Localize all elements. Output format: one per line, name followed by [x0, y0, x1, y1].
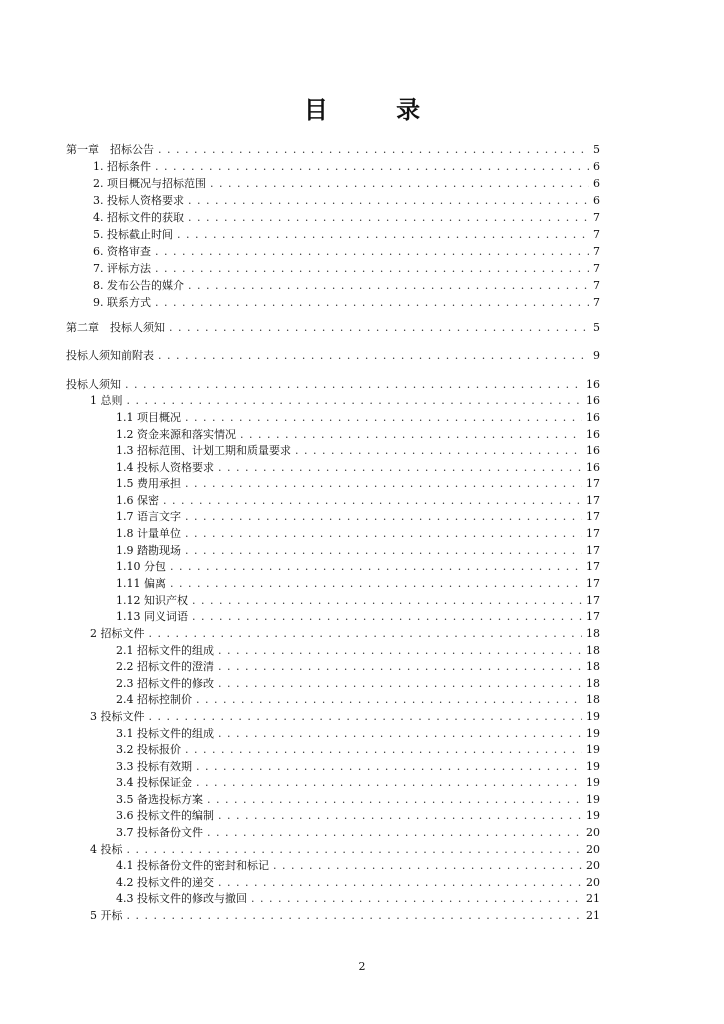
page-title: 目 录 — [303, 95, 451, 124]
toc-entry-label: 4. 招标文件的获取 — [93, 211, 184, 224]
toc-entry[interactable] — [116, 576, 600, 592]
toc-dot-leader — [158, 348, 589, 364]
toc-entry-page-number: 17 — [586, 544, 600, 557]
toc-entry-label: 3.3 投标有效期 — [116, 760, 192, 773]
toc-entry[interactable] — [66, 142, 600, 158]
toc-entry-label: 1.9 踏勘现场 — [116, 544, 181, 557]
toc-entry-label: 1.10 分包 — [116, 560, 166, 573]
toc-entry-label: 3. 投标人资格要求 — [93, 194, 184, 207]
toc-entry-page-number: 9 — [593, 349, 600, 362]
toc-entry[interactable] — [90, 393, 600, 409]
toc-entry-page-number: 7 — [593, 262, 600, 275]
toc-entry-page-number: 18 — [586, 627, 600, 640]
toc-entry-page-number: 19 — [586, 710, 600, 723]
toc-entry-label: 1.13 同义词语 — [116, 610, 188, 623]
toc-entry[interactable] — [93, 244, 600, 260]
toc-entry-page-number: 19 — [586, 760, 600, 773]
toc-dot-leader — [163, 493, 582, 509]
toc-entry-page-number: 17 — [586, 494, 600, 507]
toc-entry-page-number: 7 — [593, 279, 600, 292]
toc-entry[interactable] — [116, 742, 600, 758]
toc-entry-page-number: 21 — [586, 909, 600, 922]
toc-entry-page-number: 6 — [593, 194, 600, 207]
toc-entry[interactable] — [93, 193, 600, 209]
toc-dot-leader — [169, 320, 589, 336]
toc-entry-page-number: 20 — [586, 859, 600, 872]
toc-entry[interactable] — [116, 526, 600, 542]
toc-entry-page-number: 19 — [586, 793, 600, 806]
toc-entry-label: 3.5 备选投标方案 — [116, 793, 203, 806]
toc-entry-page-number: 19 — [586, 809, 600, 822]
toc-entry[interactable] — [116, 509, 600, 525]
toc-dot-leader — [185, 742, 582, 758]
toc-entry-label: 3.1 投标文件的组成 — [116, 727, 214, 740]
toc-entry-label: 投标人须知 — [66, 378, 121, 391]
toc-entry-page-number: 18 — [586, 693, 600, 706]
toc-entry-label: 1 总则 — [90, 394, 123, 407]
toc-dot-leader — [188, 193, 589, 209]
toc-dot-leader — [125, 377, 582, 393]
toc-dot-leader — [196, 692, 582, 708]
toc-dot-leader — [149, 709, 583, 725]
toc-entry[interactable] — [66, 348, 600, 364]
toc-dot-leader — [185, 410, 582, 426]
toc-dot-leader — [295, 443, 582, 459]
toc-entry[interactable] — [116, 692, 600, 708]
toc-entry[interactable] — [93, 176, 600, 192]
toc-entry-label: 1.5 费用承担 — [116, 477, 181, 490]
toc-entry[interactable] — [116, 443, 600, 459]
toc-dot-leader — [218, 676, 582, 692]
toc-entry[interactable] — [66, 377, 600, 393]
toc-entry[interactable] — [90, 842, 600, 858]
toc-entry-page-number: 18 — [586, 660, 600, 673]
toc-entry-label: 4.2 投标文件的递交 — [116, 876, 214, 889]
toc-dot-leader — [210, 176, 589, 192]
toc-entry[interactable] — [116, 808, 600, 824]
toc-entry-page-number: 17 — [586, 577, 600, 590]
toc-entry-label: 2.4 招标控制价 — [116, 693, 192, 706]
toc-dot-leader — [158, 142, 589, 158]
toc-entry-page-number: 7 — [593, 211, 600, 224]
toc-entry-label: 3.7 投标备份文件 — [116, 826, 203, 839]
toc-entry-page-number: 16 — [586, 461, 600, 474]
toc-entry-page-number: 17 — [586, 560, 600, 573]
toc-entry-page-number: 16 — [586, 378, 600, 391]
toc-dot-leader — [240, 427, 582, 443]
toc-entry[interactable] — [116, 543, 600, 559]
toc-entry-label: 1.2 资金来源和落实情况 — [116, 428, 236, 441]
toc-entry[interactable] — [116, 891, 600, 907]
toc-entry-label: 9. 联系方式 — [93, 296, 151, 309]
toc-entry-page-number: 7 — [593, 296, 600, 309]
toc-dot-leader — [155, 159, 589, 175]
toc-entry-page-number: 16 — [586, 411, 600, 424]
toc-entry[interactable] — [93, 261, 600, 277]
toc-dot-leader — [218, 726, 582, 742]
toc-entry-page-number: 16 — [586, 444, 600, 457]
toc-entry[interactable] — [116, 759, 600, 775]
toc-entry-label: 4.3 投标文件的修改与撤回 — [116, 892, 247, 905]
toc-dot-leader — [185, 509, 582, 525]
toc-dot-leader — [218, 643, 582, 659]
toc-entry[interactable] — [116, 476, 600, 492]
toc-entry-label: 1.11 偏离 — [116, 577, 166, 590]
toc-entry-label: 2.2 招标文件的澄清 — [116, 660, 214, 673]
toc-entry[interactable] — [116, 875, 600, 891]
toc-entry-label: 1. 招标条件 — [93, 160, 151, 173]
toc-entry-label: 1.6 保密 — [116, 494, 159, 507]
toc-entry-label: 2.3 招标文件的修改 — [116, 677, 214, 690]
toc-entry[interactable] — [116, 559, 600, 575]
toc-entry-label: 3 投标文件 — [90, 710, 145, 723]
toc-entry[interactable] — [116, 825, 600, 841]
toc-dot-leader — [170, 576, 582, 592]
toc-dot-leader — [149, 626, 583, 642]
toc-entry-label: 2 招标文件 — [90, 627, 145, 640]
toc-entry[interactable] — [93, 278, 600, 294]
toc-entry-page-number: 18 — [586, 677, 600, 690]
toc-dot-leader — [196, 775, 582, 791]
toc-entry-label: 1.4 投标人资格要求 — [116, 461, 214, 474]
toc-entry-page-number: 19 — [586, 743, 600, 756]
toc-entry-label: 投标人须知前附表 — [66, 349, 154, 362]
toc-entry[interactable] — [116, 460, 600, 476]
toc-entry-label: 6. 资格审查 — [93, 245, 151, 258]
toc-dot-leader — [207, 792, 582, 808]
toc-entry-label: 3.4 投标保证金 — [116, 776, 192, 789]
toc-dot-leader — [127, 908, 583, 924]
toc-dot-leader — [218, 659, 582, 675]
toc-dot-leader — [196, 759, 582, 775]
toc-dot-leader — [192, 593, 582, 609]
toc-entry-page-number: 17 — [586, 610, 600, 623]
toc-entry[interactable] — [116, 609, 600, 625]
toc-entry-page-number: 17 — [586, 527, 600, 540]
toc-dot-leader — [185, 526, 582, 542]
toc-entry[interactable] — [116, 593, 600, 609]
toc-dot-leader — [185, 543, 582, 559]
toc-entry[interactable] — [116, 775, 600, 791]
toc-dot-leader — [188, 278, 589, 294]
toc-dot-leader — [170, 559, 582, 575]
toc-entry-page-number: 5 — [593, 143, 600, 156]
toc-dot-leader — [155, 244, 589, 260]
toc-entry-page-number: 7 — [593, 228, 600, 241]
toc-dot-leader — [218, 875, 582, 891]
toc-entry-page-number: 21 — [586, 892, 600, 905]
toc-entry[interactable] — [66, 320, 600, 336]
toc-entry-label: 1.7 语言文字 — [116, 510, 181, 523]
toc-entry-label: 1.12 知识产权 — [116, 594, 188, 607]
toc-dot-leader — [127, 393, 583, 409]
toc-entry[interactable] — [90, 908, 600, 924]
toc-entry-label: 第二章 投标人须知 — [66, 321, 165, 334]
toc-entry-label: 1.3 招标范围、计划工期和质量要求 — [116, 444, 291, 457]
toc-entry-page-number: 7 — [593, 245, 600, 258]
toc-entry[interactable] — [93, 227, 600, 243]
toc-entry-label: 第一章 招标公告 — [66, 143, 154, 156]
toc-entry-label: 2.1 招标文件的组成 — [116, 644, 214, 657]
toc-dot-leader — [251, 891, 582, 907]
toc-dot-leader — [155, 295, 589, 311]
toc-entry-page-number: 17 — [586, 510, 600, 523]
toc-dot-leader — [127, 842, 583, 858]
toc-entry[interactable] — [90, 626, 600, 642]
toc-dot-leader — [207, 825, 582, 841]
toc-entry-page-number: 20 — [586, 843, 600, 856]
toc-entry[interactable] — [116, 410, 600, 426]
toc-entry-page-number: 19 — [586, 776, 600, 789]
toc-entry-page-number: 6 — [593, 177, 600, 190]
toc-dot-leader — [192, 609, 582, 625]
toc-entry[interactable] — [116, 427, 600, 443]
toc-entry[interactable] — [90, 709, 600, 725]
page-number: 2 — [358, 960, 366, 973]
toc-entry-label: 1.1 项目概况 — [116, 411, 181, 424]
toc-dot-leader — [177, 227, 589, 243]
toc-entry[interactable] — [116, 659, 600, 675]
toc-entry-label: 3.6 投标文件的编制 — [116, 809, 214, 822]
toc-entry[interactable] — [93, 295, 600, 311]
toc-entry-label: 3.2 投标报价 — [116, 743, 181, 756]
toc-dot-leader — [188, 210, 589, 226]
toc-entry[interactable] — [116, 676, 600, 692]
toc-entry-label: 4 投标 — [90, 843, 123, 856]
toc-dot-leader — [218, 808, 582, 824]
toc-entry-page-number: 5 — [593, 321, 600, 334]
toc-entry-page-number: 17 — [586, 477, 600, 490]
toc-entry-label: 2. 项目概况与招标范围 — [93, 177, 206, 190]
toc-entry[interactable] — [116, 726, 600, 742]
toc-entry[interactable] — [116, 493, 600, 509]
toc-entry[interactable] — [93, 210, 600, 226]
toc-entry[interactable] — [116, 643, 600, 659]
toc-entry-label: 4.1 投标备份文件的密封和标记 — [116, 859, 269, 872]
toc-entry-label: 5. 投标截止时间 — [93, 228, 173, 241]
toc-entry-page-number: 16 — [586, 394, 600, 407]
toc-entry-page-number: 18 — [586, 644, 600, 657]
toc-dot-leader — [273, 858, 582, 874]
toc-entry-page-number: 16 — [586, 428, 600, 441]
toc-entry-label: 8. 发布公告的媒介 — [93, 279, 184, 292]
toc-entry-page-number: 17 — [586, 594, 600, 607]
toc-dot-leader — [155, 261, 589, 277]
toc-entry-page-number: 6 — [593, 160, 600, 173]
toc-entry[interactable] — [116, 858, 600, 874]
toc-entry[interactable] — [116, 792, 600, 808]
toc-entry-label: 1.8 计量单位 — [116, 527, 181, 540]
toc-entry[interactable] — [93, 159, 600, 175]
toc-dot-leader — [185, 476, 582, 492]
toc-entry-page-number: 20 — [586, 876, 600, 889]
toc-dot-leader — [218, 460, 582, 476]
toc-entry-label: 7. 评标方法 — [93, 262, 151, 275]
toc-entry-page-number: 20 — [586, 826, 600, 839]
toc-entry-label: 5 开标 — [90, 909, 123, 922]
toc-entry-page-number: 19 — [586, 727, 600, 740]
